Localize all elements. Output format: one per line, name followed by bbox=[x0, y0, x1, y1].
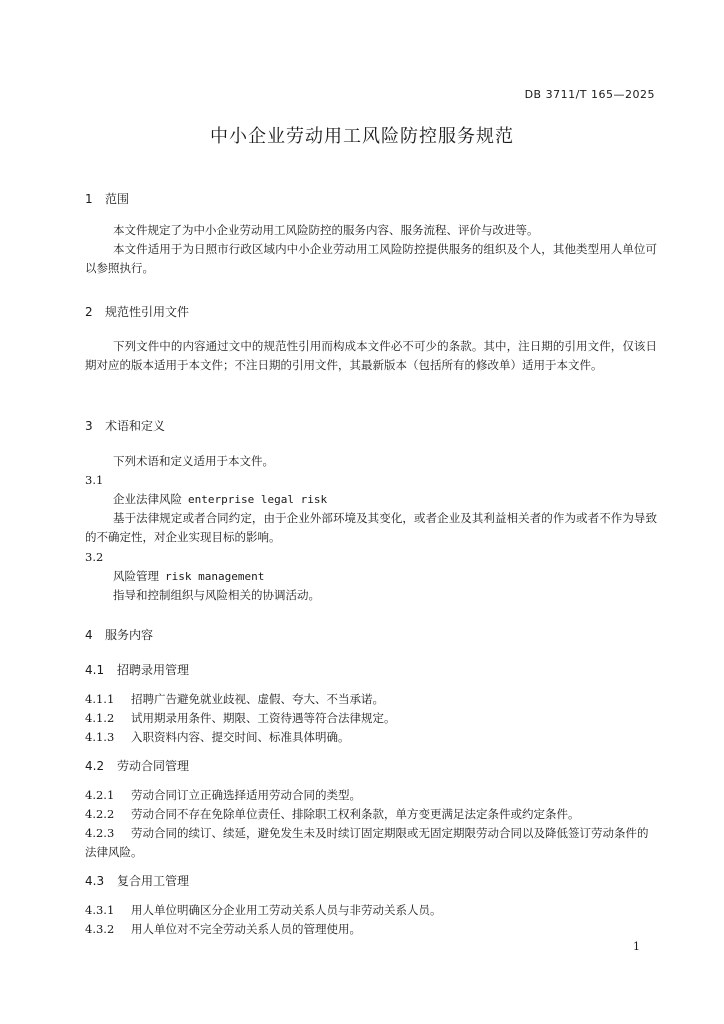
clause-text: 劳动合同的续订、续延，避免发生未及时续订固定期限或无固定期限劳动合同以及降低签订劳动条件的法律风险。 bbox=[85, 826, 649, 859]
subsection-number: 4.1 bbox=[85, 663, 105, 677]
clause-text: 用人单位明确区分企业用工劳动关系人员与非劳动关系人员。 bbox=[131, 903, 442, 917]
page-number: 1 bbox=[633, 940, 640, 953]
subsection-title: 招聘录用管理 bbox=[117, 663, 190, 677]
section-title: 范围 bbox=[105, 192, 130, 206]
term-entry bbox=[113, 491, 327, 507]
clause-text: 劳动合同不存在免除单位责任、排除职工权利条款，单方变更满足法定条件或约定条件。 bbox=[131, 807, 580, 821]
clause-number: 4.2.2 bbox=[85, 807, 115, 821]
clause-item bbox=[85, 690, 657, 709]
term-number: 3.1 bbox=[85, 473, 104, 487]
clause-number: 4.1.3 bbox=[85, 730, 115, 744]
clause-number: 4.3.2 bbox=[85, 922, 115, 936]
clause-text: 入职资料内容、提交时间、标准具体明确。 bbox=[131, 730, 350, 744]
clause-text: 试用期录用条件、期限、工资待遇等符合法律规定。 bbox=[131, 711, 396, 725]
clause-item bbox=[85, 824, 657, 862]
term-definition: 基于法律规定或者合同约定，由于企业外部环境及其变化，或者企业及其利益相关者的作为或者不作为导致的不确定性，对企业实现目标的影响。 bbox=[85, 511, 657, 544]
section-title: 术语和定义 bbox=[105, 419, 166, 433]
clause-text: 招聘广告避免就业歧视、虚假、夸大、不当承诺。 bbox=[131, 692, 384, 706]
section-title: 服务内容 bbox=[105, 628, 154, 642]
clause-item bbox=[85, 728, 657, 747]
clause-item bbox=[85, 920, 657, 939]
paragraph: 本文件规定了为中小企业劳动用工风险防控的服务内容、服务流程、评价与改进等。 bbox=[113, 223, 539, 237]
subsection-heading-4-1 bbox=[85, 661, 189, 678]
paragraph: 下列术语和定义适用于本文件。 bbox=[113, 454, 274, 468]
term-entry bbox=[113, 568, 264, 584]
clause-number: 4.1.2 bbox=[85, 711, 115, 725]
clause-item bbox=[85, 805, 657, 824]
section-heading-3 bbox=[85, 417, 165, 434]
document-number: DB 3711/T 165—2025 bbox=[524, 88, 655, 101]
clause-text: 劳动合同订立正确选择适用劳动合同的类型。 bbox=[131, 788, 361, 802]
term-english: risk management bbox=[165, 570, 265, 583]
section-title: 规范性引用文件 bbox=[105, 305, 190, 319]
section-heading-4 bbox=[85, 626, 153, 643]
term-definition: 指导和控制组织与风险相关的协调活动。 bbox=[113, 588, 320, 602]
section-heading-1 bbox=[85, 190, 129, 207]
clause-item bbox=[85, 786, 657, 805]
subsection-number: 4.3 bbox=[85, 874, 105, 888]
subsection-title: 劳动合同管理 bbox=[117, 759, 190, 773]
section-heading-2 bbox=[85, 303, 189, 320]
term-number: 3.2 bbox=[85, 550, 104, 564]
section-number: 4 bbox=[85, 628, 93, 642]
subsection-number: 4.2 bbox=[85, 759, 105, 773]
clause-number: 4.3.1 bbox=[85, 903, 115, 917]
term-chinese: 风险管理 bbox=[113, 569, 159, 583]
clause-item bbox=[85, 709, 657, 728]
paragraph: 下列文件中的内容通过文中的规范性引用而构成本文件必不可少的条款。其中，注日期的引用文件，仅该日期对应的版本适用于本文件；不注日期的引用文件，其最新版本（包括所有的修改单）适用于本文件。 bbox=[85, 339, 657, 372]
clause-number: 4.1.1 bbox=[85, 692, 115, 706]
clause-item bbox=[85, 901, 657, 920]
section-number: 2 bbox=[85, 305, 93, 319]
subsection-heading-4-2 bbox=[85, 757, 189, 774]
clause-text: 用人单位对不完全劳动关系人员的管理使用。 bbox=[131, 922, 361, 936]
clause-number: 4.2.1 bbox=[85, 788, 115, 802]
term-english: enterprise legal risk bbox=[188, 493, 328, 506]
section-number: 3 bbox=[85, 419, 93, 433]
subsection-heading-4-3 bbox=[85, 872, 189, 889]
subsection-title: 复合用工管理 bbox=[117, 874, 190, 888]
paragraph: 本文件适用于为日照市行政区域内中小企业劳动用工风险防控提供服务的组织及个人，其他类型用人单位可以参照执行。 bbox=[85, 242, 657, 275]
clause-number: 4.2.3 bbox=[85, 826, 115, 840]
section-number: 1 bbox=[85, 192, 93, 206]
term-chinese: 企业法律风险 bbox=[113, 492, 182, 506]
document-title: 中小企业劳动用工风险防控服务规范 bbox=[210, 126, 514, 147]
